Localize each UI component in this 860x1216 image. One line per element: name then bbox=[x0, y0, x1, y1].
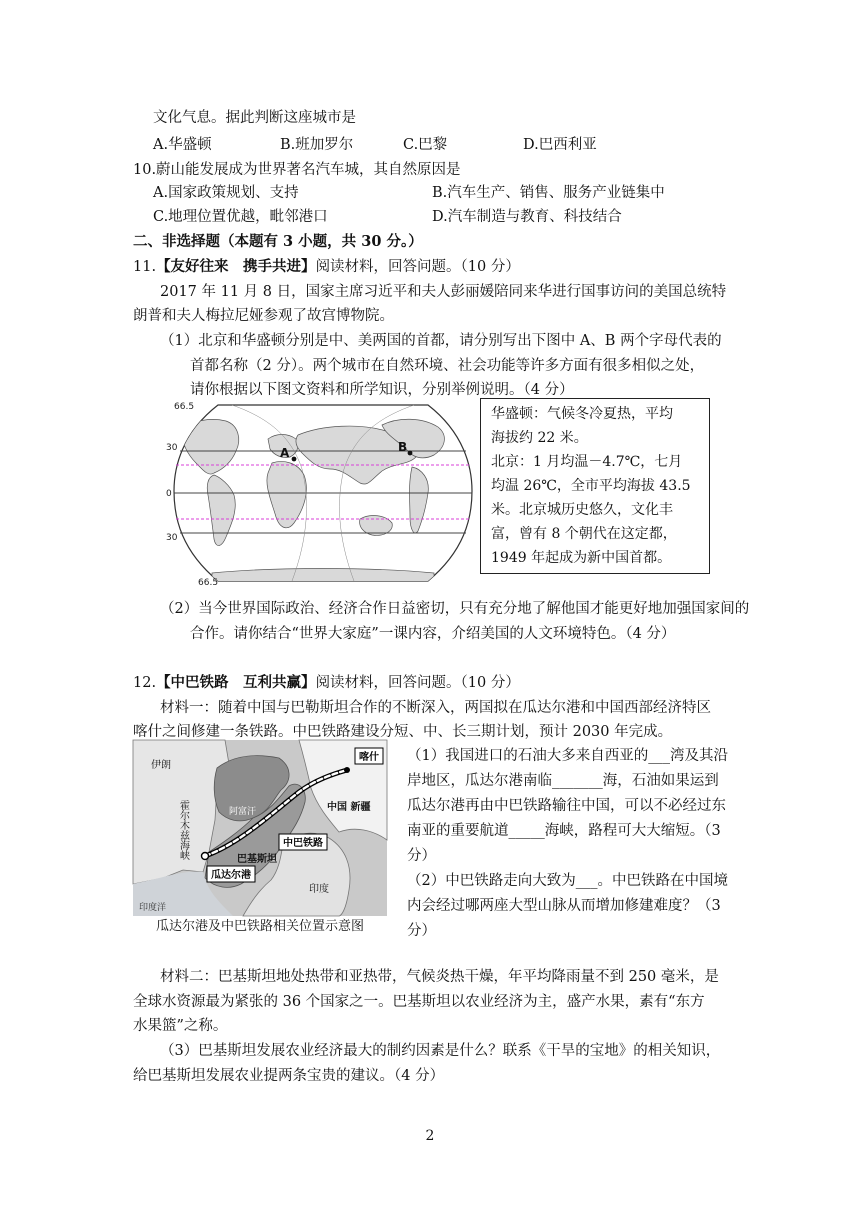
indian-ocean-label: 印度洋 bbox=[139, 903, 167, 913]
point-b-marker bbox=[408, 451, 413, 456]
china-xinjiang-label: 中国 新疆 bbox=[327, 802, 371, 813]
lat-30-south-label: 30 bbox=[166, 533, 178, 543]
lat-66-5-south-label: 66.5 bbox=[198, 578, 219, 588]
q11-sub2-line-2: 合作。请你结合“世界大家庭”一课内容，介绍美国的人文环境特色。（4 分） bbox=[190, 626, 676, 642]
q9-option-b: B.班加罗尔 bbox=[280, 137, 354, 153]
q12-sub2-line-3: 分） bbox=[407, 923, 436, 939]
hormuz-strait-label: 霍尔木兹海峡 bbox=[177, 800, 189, 860]
india-label: 印度 bbox=[309, 884, 329, 895]
iran-label: 伊朗 bbox=[151, 760, 171, 771]
q12-material2-line-1: 材料二：巴基斯坦地处热带和亚热带，气候炎热干燥，年平均降雨量不到 250 毫米，是 bbox=[160, 969, 719, 985]
q11-sub1-line-3: 请你根据以下图文资料和所学知识，分别举例说明。（4 分） bbox=[190, 382, 574, 398]
q10-stem: 10.蔚山能发展成为世界著名汽车城，其自然原因是 bbox=[133, 162, 461, 178]
railway-label: 中巴铁路 bbox=[283, 838, 323, 849]
q11-sub1-line-1: （1）北京和华盛顿分别是中、美两国的首都，请分别写出下图中 A、B 两个字母代表的 bbox=[160, 333, 722, 349]
q12-material2-line-3: 水果篮”之称。 bbox=[133, 1018, 228, 1034]
q11-intro: 阅读材料，回答问题。（10 分） bbox=[315, 259, 520, 275]
page-number: 2 bbox=[425, 1128, 435, 1144]
info-line-2: 海拔约 22 米。 bbox=[491, 430, 588, 446]
q11-title: 【友好往来 携手共进】 bbox=[156, 258, 316, 275]
q11-sub2-line-1: （2）当今世界国际政治、经济合作日益密切，只有充分地了解他国才能更好地加强国家间的 bbox=[160, 601, 750, 617]
q12-material1-line-2: 喀什之间修建一条铁路。中巴铁路建设分短、中、长三期计划，预计 2030 年完成。 bbox=[133, 724, 673, 740]
pakistan-label: 巴基斯坦 bbox=[237, 854, 277, 865]
q12-sub3-line-1: （3）巴基斯坦发展农业经济最大的制约因素是什么？联系《干旱的宝地》的相关知识， bbox=[160, 1043, 721, 1059]
q12-material2-line-2: 全球水资源最为紧张的 36 个国家之一。巴基斯坦以农业经济为主，盛产水果，素有“东方 bbox=[133, 994, 705, 1010]
info-line-6: 富，曾有 8 个朝代在这定都， bbox=[491, 526, 677, 542]
q12-sub1-line-4: 南亚的重要航道_____海峡，路程可大大缩短。（3 bbox=[407, 823, 721, 839]
point-b-label: B bbox=[398, 440, 408, 454]
q9-stem-tail: 文化气息。据此判断这座城市是 bbox=[153, 110, 356, 126]
q11-material-line-1: 2017 年 11 月 8 日，国家主席习近平和夫人彭丽媛陪同来华进行国事访问的美国总统特 bbox=[160, 284, 727, 300]
q11-number: 11. bbox=[133, 259, 157, 275]
q10-option-d: D.汽车制造与教育、科技结合 bbox=[432, 209, 622, 225]
info-line-1: 华盛顿：气候冬冷夏热，平均 bbox=[491, 406, 673, 422]
equator-label: 0 bbox=[166, 489, 172, 499]
q12-sub1-line-1: （1）我国进口的石油大多来自西亚的___湾及其沿 bbox=[407, 748, 728, 764]
q10-option-b: B.汽车生产、销售、服务产业链集中 bbox=[432, 185, 665, 201]
q12-intro: 阅读材料，回答问题。（10 分） bbox=[315, 675, 520, 691]
q12-sub2-line-1: （2）中巴铁路走向大致为___。中巴铁路在中国境 bbox=[407, 873, 728, 889]
q9-option-c: C.巴黎 bbox=[403, 137, 448, 153]
q12-number: 12. bbox=[133, 675, 157, 691]
q12-sub3-line-2: 给巴基斯坦发展农业提两条宝贵的建议。（4 分） bbox=[133, 1068, 445, 1084]
q12-header bbox=[133, 673, 520, 693]
info-box bbox=[480, 398, 710, 574]
info-line-4: 均温 26℃，全市平均海拔 43.5 bbox=[491, 478, 691, 494]
info-line-3: 北京：1 月均温－4.7℃，七月 bbox=[491, 454, 683, 470]
q11-material-line-2: 朗普和夫人梅拉尼娅参观了故宫博物院。 bbox=[133, 308, 394, 324]
info-line-5: 米。北京城历史悠久，文化丰 bbox=[491, 502, 673, 518]
q9-option-d: D.巴西利亚 bbox=[523, 137, 597, 153]
q12-sub1-line-5: 分） bbox=[407, 848, 436, 864]
point-a-label: A bbox=[280, 446, 290, 460]
q9-option-a: A.华盛顿 bbox=[153, 137, 212, 153]
pakistan-map-figure bbox=[133, 740, 387, 916]
afghanistan-label: 阿富汗 bbox=[229, 807, 257, 817]
q10-option-a: A.国家政策规划、支持 bbox=[153, 185, 299, 201]
gwadar-label: 瓜达尔港 bbox=[211, 870, 251, 881]
point-a-marker bbox=[292, 457, 297, 462]
kashgar-label: 喀什 bbox=[359, 752, 379, 763]
world-map-figure bbox=[166, 399, 474, 588]
lat-30-north-label: 30 bbox=[166, 443, 178, 453]
info-line-7: 1949 年起成为新中国首都。 bbox=[491, 550, 672, 566]
lat-66-5-north-label: 66.5 bbox=[174, 402, 195, 412]
q12-sub1-line-3: 瓜达尔港再由中巴铁路输往中国，可以不必经过东 bbox=[407, 798, 726, 814]
section-heading: 二、非选择题（本题有 3 小题，共 30 分。） bbox=[133, 233, 423, 250]
q12-material1-line-1: 材料一：随着中国与巴勒斯坦合作的不断深入，两国拟在瓜达尔港和中国西部经济特区 bbox=[160, 700, 711, 716]
q11-header bbox=[133, 257, 520, 277]
q10-option-c: C.地理位置优越，毗邻港口 bbox=[153, 209, 328, 225]
q12-sub2-line-2: 内会经过哪两座大型山脉从而增加修建难度？（3 bbox=[407, 898, 721, 914]
q12-title: 【中巴铁路 互利共赢】 bbox=[156, 674, 316, 691]
q11-sub1-line-2: 首都名称（2 分）。两个城市在自然环境、社会功能等许多方面有很多相似之处， bbox=[190, 358, 705, 374]
q12-sub1-line-2: 岸地区，瓜达尔港南临_______海，石油如果运到 bbox=[407, 773, 719, 789]
pakistan-map-caption: 瓜达尔港及中巴铁路相关位置示意图 bbox=[155, 919, 364, 934]
